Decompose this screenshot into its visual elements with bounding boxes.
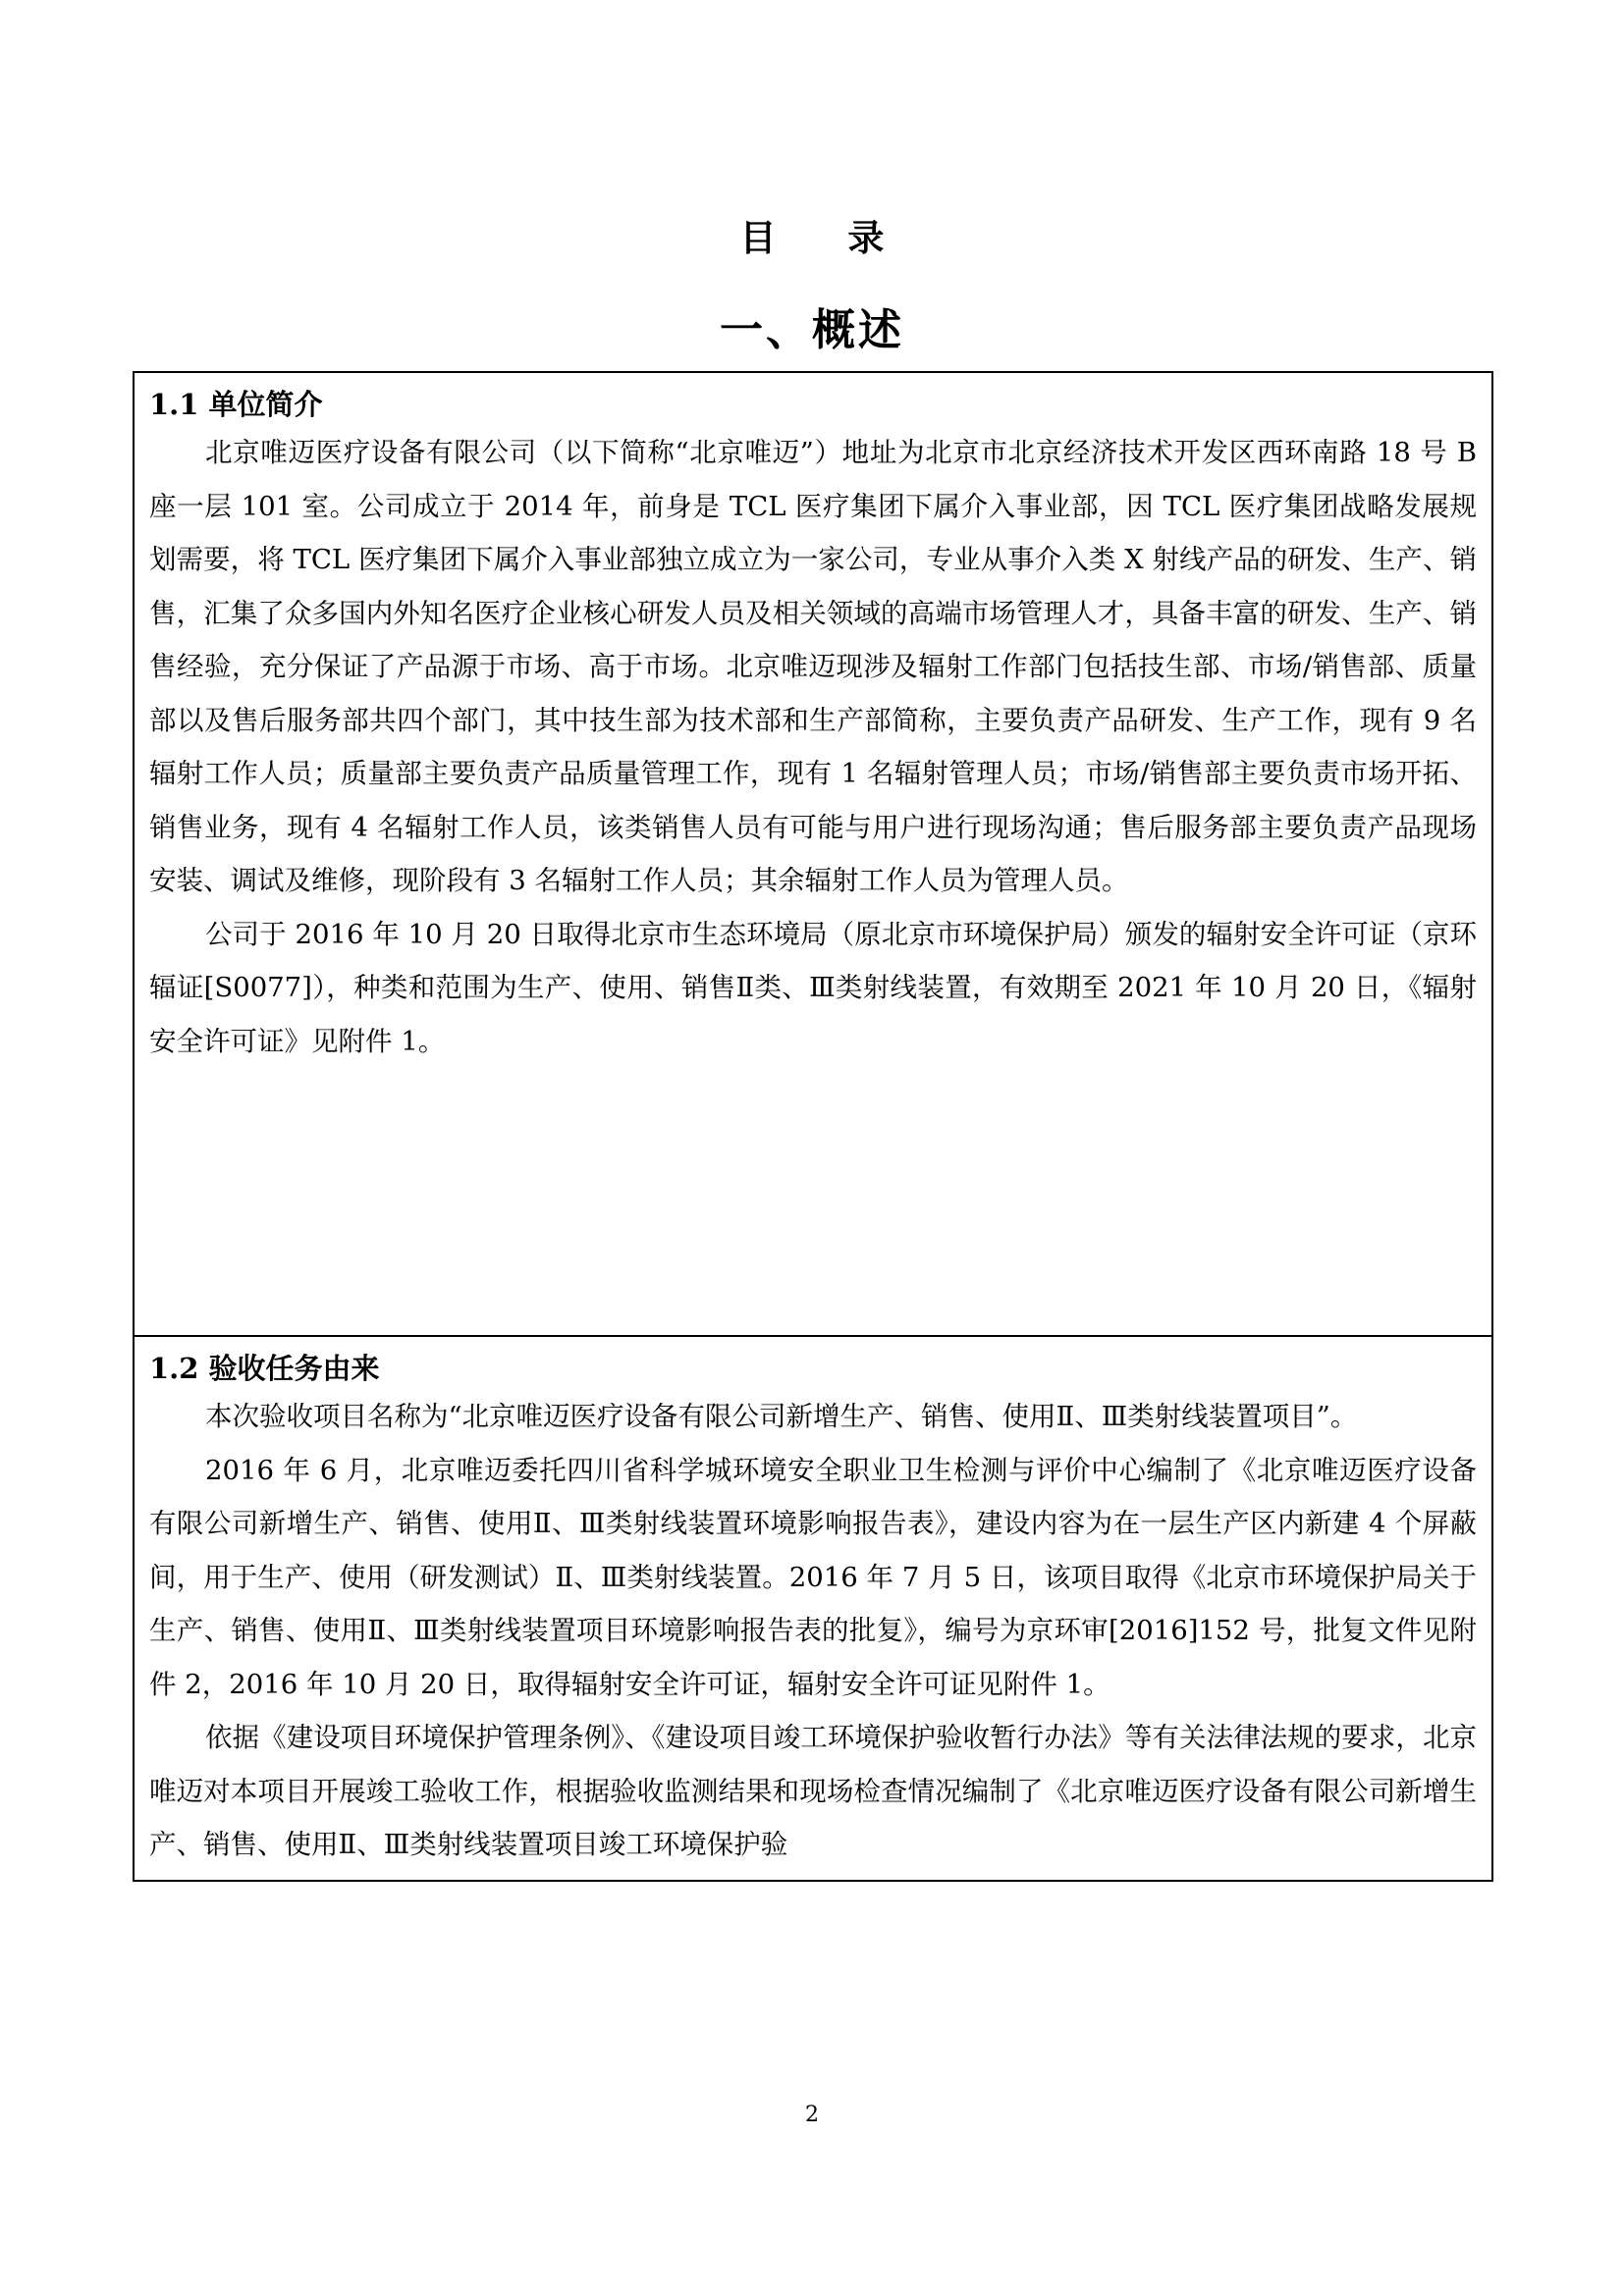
paragraph: 2016 年 6 月，北京唯迈委托四川省科学城环境安全职业卫生检测与评价中心编制了《北京唯迈医疗设备有限公司新增生产、销售、使用Ⅱ、Ⅲ类射线装置环境影响报告表》，建设内容为在一层生产区内新建 4 个屏蔽间，用于生产、使用（研发测试）Ⅱ、Ⅲ类射线装置。2016 年 7 月 5 日，该项目取得《北京市环境保护局关于生产、销售、使用Ⅱ、Ⅲ类射线装置项目环境影响报告表的批复》，编号为京环审[2016]152 号，批复文件见附件 2，2016 年 10 月 20 日，取得辐射安全许可证，辐射安全许可证见附件 1。 — [149, 1454, 1477, 1700]
section-title: 一、概述 — [720, 305, 904, 355]
page-number: 2 — [805, 2103, 819, 2127]
section-heading-acceptance-task: 1.2 验收任务由来 — [149, 1352, 380, 1385]
paragraph: 本次验收项目名称为“北京唯迈医疗设备有限公司新增生产、销售、使用Ⅱ、Ⅲ类射线装置项目”。 — [205, 1401, 1358, 1432]
paragraph: 公司于 2016 年 10 月 20 日取得北京市生态环境局（原北京市环境保护局）颁发的辐射安全许可证（京环辐证[S0077]），种类和范围为生产、使用、销售Ⅱ类、Ⅲ类射线装置，有效期至 2021 年 10 月 20 日，《辐射安全许可证》见附件 1。 — [149, 918, 1477, 1057]
content-table — [133, 371, 1493, 1882]
section-cell-unit-intro — [134, 372, 1492, 1336]
table-row — [134, 372, 1492, 1336]
toc-title: 目 录 — [739, 216, 914, 259]
section-cell-acceptance-task — [134, 1336, 1492, 1881]
section-heading-unit-intro: 1.1 单位简介 — [149, 388, 323, 421]
paragraph: 北京唯迈医疗设备有限公司（以下简称“北京唯迈”）地址为北京市北京经济技术开发区西环南路 18 号 B 座一层 101 室。公司成立于 2014 年，前身是 TCL 医疗集团下属介入事业部，因 TCL 医疗集团战略发展规划需要，将 TCL 医疗集团下属介入事业部独立成立为一家公司，专业从事介入类 X 射线产品的研发、生产、销售，汇集了众多国内外知名医疗企业核心研发人员及相关领域的高端市场管理人才，具备丰富的研发、生产、销售经验，充分保证了产品源于市场、高于市场。北京唯迈现涉及辐射工作部门包括技生部、市场/销售部、质量部以及售后服务部共四个部门，其中技生部为技术部和生产部简称，主要负责产品研发、生产工作，现有 9 名辐射工作人员；质量部主要负责产品质量管理工作，现有 1 名辐射管理人员；市场/销售部主要负责市场开拓、销售业务，现有 4 名辐射工作人员，该类销售人员有可能与用户进行现场沟通；售后服务部主要负责产品现场安装、调试及维修，现阶段有 3 名辐射工作人员；其余辐射工作人员为管理人员。 — [149, 437, 1477, 896]
paragraph: 依据《建设项目环境保护管理条例》、《建设项目竣工环境保护验收暂行办法》等有关法律法规的要求，北京唯迈对本项目开展竣工验收工作，根据验收监测结果和现场检查情况编制了《北京唯迈医疗设备有限公司新增生产、销售、使用Ⅱ、Ⅲ类射线装置项目竣工环境保护验 — [149, 1722, 1477, 1860]
table-row — [134, 1336, 1492, 1881]
